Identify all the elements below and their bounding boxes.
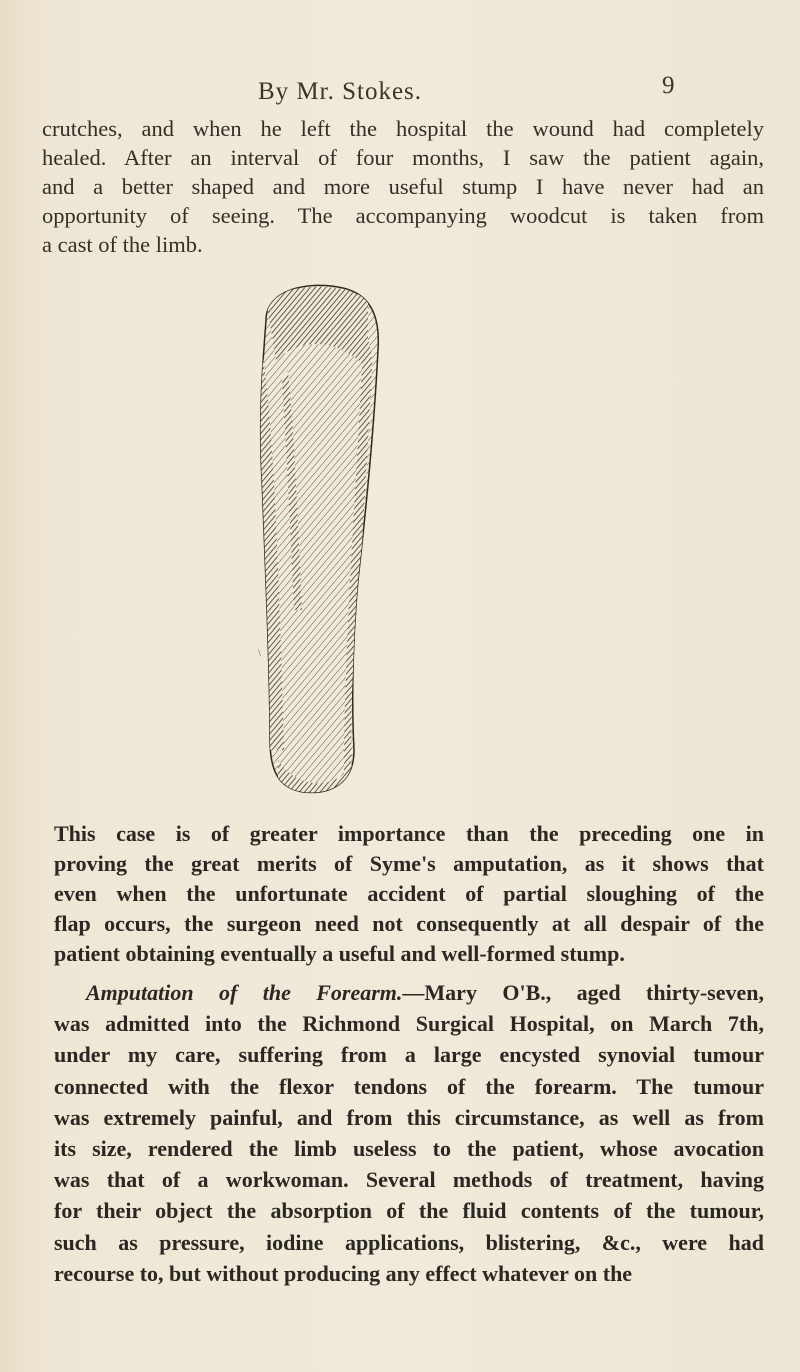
text-line: under my care, suffering from a large encysted synovial tumour bbox=[54, 1042, 764, 1068]
paragraph-case-importance bbox=[42, 819, 764, 969]
page-header bbox=[0, 70, 800, 110]
text-line: such as pressure, iodine applications, blistering, &c., were had bbox=[54, 1229, 764, 1255]
running-head: By Mr. Stokes. bbox=[258, 78, 423, 105]
stump-woodcut-illustration bbox=[248, 280, 388, 805]
text-line: connected with the flexor tendons of the forearm. The tumour bbox=[54, 1073, 764, 1099]
text-line: a cast of the limb. bbox=[42, 232, 203, 257]
text-line: opportunity of seeing. The accompanying woodcut is taken from bbox=[42, 203, 764, 228]
paragraph-continuation bbox=[42, 114, 764, 259]
text-line: was admitted into the Richmond Surgical Hospital, on March 7th, bbox=[54, 1011, 764, 1037]
text-line: and a better shaped and more useful stump I have never had an bbox=[42, 174, 764, 199]
text-line bbox=[42, 977, 764, 1008]
text-line: for their object the absorption of the fluid contents of the tumour, bbox=[54, 1198, 764, 1224]
section-heading: Amputation of the Forearm. bbox=[86, 980, 403, 1005]
text-line: patient obtaining eventually a useful and well-formed stump. bbox=[54, 941, 625, 966]
text-line: proving the great merits of Syme's amputation, as it shows that bbox=[54, 851, 764, 876]
heading-continuation: —Mary O'B., aged thirty-seven, bbox=[402, 980, 764, 1005]
text-line: was that of a workwoman. Several methods of treatment, having bbox=[54, 1167, 764, 1193]
text-line: crutches, and when he left the hospital the wound had completely bbox=[42, 116, 764, 141]
text-line: its size, rendered the limb useless to the patient, whose avocation bbox=[54, 1136, 764, 1162]
text-line: This case is of greater importance than the preceding one in bbox=[54, 821, 764, 846]
text-line: flap occurs, the surgeon need not consequently at all despair of the bbox=[54, 911, 764, 936]
text-line: even when the unfortunate accident of partial sloughing of the bbox=[54, 881, 764, 906]
figure-marker: \ bbox=[258, 648, 261, 659]
text-line: healed. After an interval of four months, I saw the patient again, bbox=[42, 145, 764, 170]
page-number: 9 bbox=[662, 72, 675, 99]
paragraph-forearm-amputation bbox=[42, 977, 764, 1289]
text-line: recourse to, but without producing any effect whatever on the bbox=[54, 1260, 633, 1286]
text-line: was extremely painful, and from this circumstance, as well as from bbox=[54, 1104, 764, 1130]
